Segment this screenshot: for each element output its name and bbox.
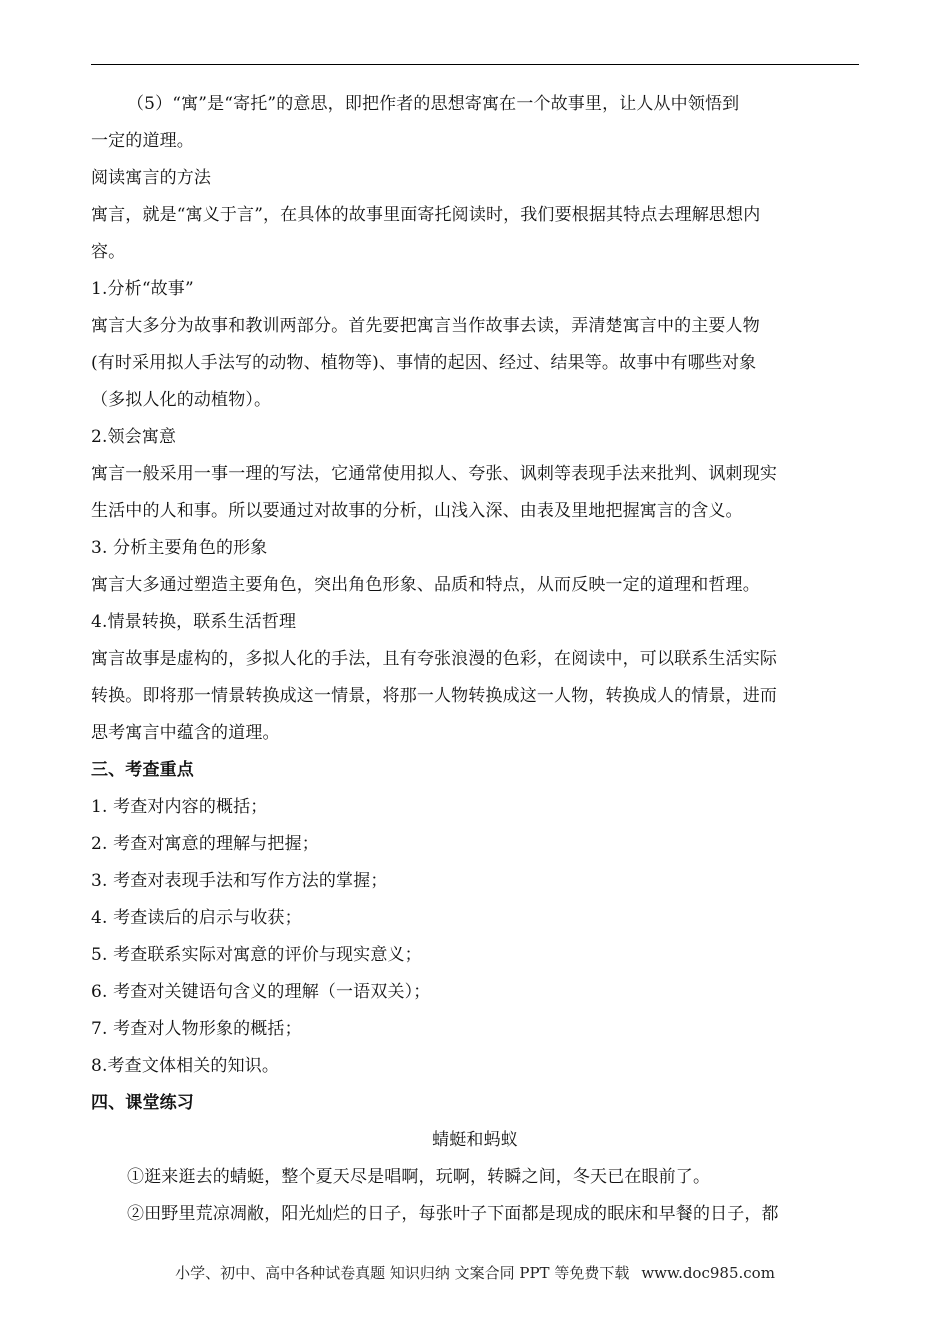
body-line: 寓言一般采用一事一理的写法，它通常使用拟人、夸张、讽刺等表现手法来批判、讽刺现实 xyxy=(91,464,777,484)
story-paragraph: ②田野里荒凉凋敝，阳光灿烂的日子，每张叶子下面都是现成的眠床和早餐的日子，都 xyxy=(127,1204,779,1224)
page-footer xyxy=(0,1262,950,1284)
list-item: 5. 考查联系实际对寓意的评价与现实意义； xyxy=(91,945,422,965)
section-heading-key-points: 三、考查重点 xyxy=(91,760,194,780)
list-item: 7. 考查对人物形象的概括； xyxy=(91,1019,302,1039)
story-title: 蜻蜓和蚂蚁 xyxy=(432,1130,518,1150)
subheading-understand-moral: 2.领会寓意 xyxy=(91,427,177,447)
body-line: 思考寓言中蕴含的道理。 xyxy=(91,723,280,743)
body-line: 寓言大多通过塑造主要角色，突出角色形象、品质和特点，从而反映一定的道理和哲理。 xyxy=(91,575,760,595)
subheading-analyze-story: 1.分析“故事” xyxy=(91,279,194,299)
body-line: 生活中的人和事。所以要通过对故事的分析，山浅入深、由表及里地把握寓言的含义。 xyxy=(91,501,743,521)
list-item: 4. 考查读后的启示与收获； xyxy=(91,908,302,928)
subheading-character-image: 3. 分析主要角色的形象 xyxy=(91,538,268,558)
body-line: 容。 xyxy=(91,242,126,262)
list-item: 8.考查文体相关的知识。 xyxy=(91,1056,280,1076)
body-line: 寓言，就是“寓义于言”，在具体的故事里面寄托阅读时，我们要根据其特点去理解思想内 xyxy=(91,205,761,225)
body-line: 转换。即将那一情景转换成这一情景，将那一人物转换成这一人物，转换成人的情景，进而 xyxy=(91,686,777,706)
list-item: 2. 考查对寓意的理解与把握； xyxy=(91,834,319,854)
story-paragraph: ①逛来逛去的蜻蜓，整个夏天尽是唱啊，玩啊，转瞬之间，冬天已在眼前了。 xyxy=(127,1167,711,1187)
list-item: 6. 考查对关键语句含义的理解（一语双关）； xyxy=(91,982,431,1002)
body-line: 一定的道理。 xyxy=(91,131,194,151)
subheading-reading-method: 阅读寓言的方法 xyxy=(91,168,212,188)
list-item: 1. 考查对内容的概括； xyxy=(91,797,268,817)
footer-url[interactable]: www.doc985.com xyxy=(641,1264,775,1282)
document-body xyxy=(91,86,859,1233)
body-line: 寓言故事是虚构的，多拟人化的手法，且有夸张浪漫的色彩，在阅读中，可以联系生活实际 xyxy=(91,649,777,669)
subheading-scene-conversion: 4.情景转换，联系生活哲理 xyxy=(91,612,297,632)
footer-text: 小学、初中、高中各种试卷真题 知识归纳 文案合同 PPT 等免费下载 xyxy=(175,1264,630,1282)
body-line: (有时采用拟人手法写的动物、植物等)、事情的起因、经过、结果等。故事中有哪些对象 xyxy=(91,353,757,373)
body-line: （多拟人化的动植物）。 xyxy=(91,390,272,410)
header-rule xyxy=(91,64,859,65)
body-line: 寓言大多分为故事和教训两部分。首先要把寓言当作故事去读，弄清楚寓言中的主要人物 xyxy=(91,316,760,336)
body-line: （5）“寓”是“寄托”的意思，即把作者的思想寄寓在一个故事里，让人从中领悟到 xyxy=(127,94,740,114)
list-item: 3. 考查对表现手法和写作方法的掌握； xyxy=(91,871,388,891)
section-heading-class-practice: 四、课堂练习 xyxy=(91,1093,194,1113)
